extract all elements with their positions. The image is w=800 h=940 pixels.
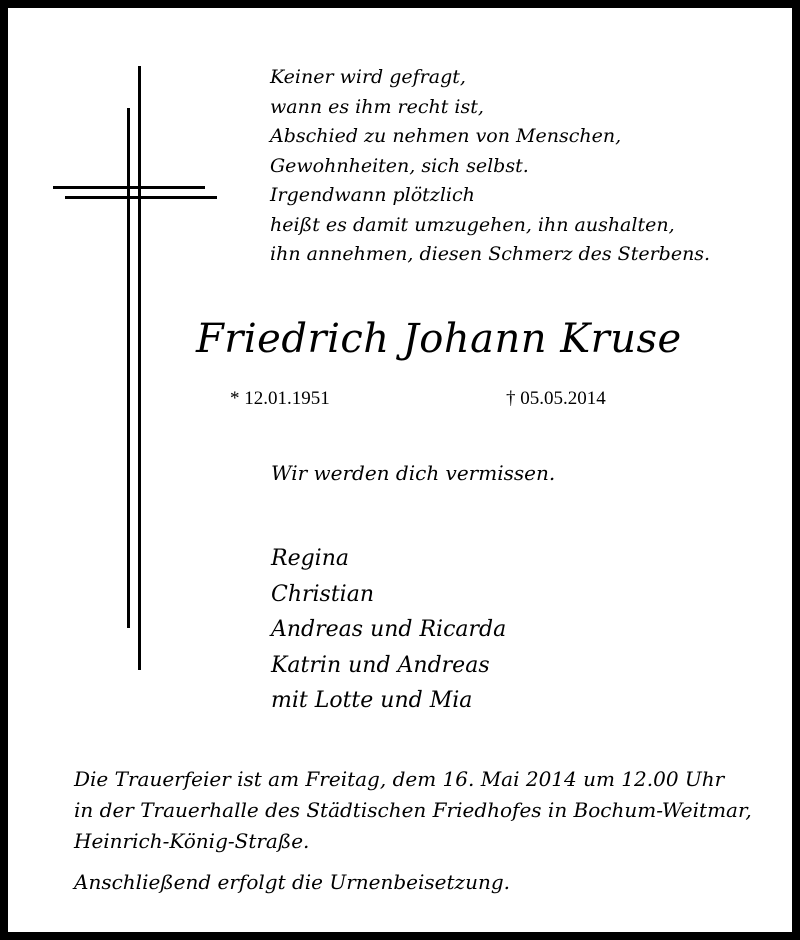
farewell-message: Wir werden dich vermissen.	[271, 461, 556, 485]
funeral-service-info	[74, 764, 752, 857]
service-line: Die Trauerfeier ist am Freitag, dem 16. Mai 2014 um 12.00 Uhr	[74, 767, 725, 791]
mourner-name: Andreas und Ricarda	[271, 617, 507, 642]
mourners-list	[271, 541, 506, 719]
death-date: † 05.05.2014	[506, 388, 606, 409]
deceased-name: Friedrich Johann Kruse	[196, 316, 682, 362]
poem-line: wann es ihm recht ist,	[270, 95, 484, 118]
mourner-name: Katrin und Andreas	[271, 652, 490, 678]
burial-note: Anschließend erfolgt die Urnenbeisetzung.	[74, 870, 511, 894]
poem-line: heißt es damit umzugehen, ihn aushalten,	[270, 213, 675, 236]
poem-line: Abschied zu nehmen von Menschen,	[270, 125, 622, 147]
cross-horizontal-bar-back	[65, 196, 217, 199]
mourner-name: mit Lotte und Mia	[271, 688, 473, 713]
cross-horizontal-bar-front	[53, 186, 205, 189]
poem-line: ihn annehmen, diesen Schmerz des Sterbens.	[270, 243, 711, 265]
birth-date: * 12.01.1951	[230, 388, 330, 409]
poem-line: Gewohnheiten, sich selbst.	[270, 154, 529, 177]
cross-vertical-bar-front	[138, 66, 141, 670]
mourner-name: Regina	[271, 546, 349, 571]
poem	[270, 63, 710, 270]
service-line: in der Trauerhalle des Städtischen Friedhofes in Bochum-Weitmar,	[74, 798, 752, 822]
mourner-name: Christian	[271, 581, 375, 607]
service-line: Heinrich-König-Straße.	[74, 829, 310, 853]
poem-line: Irgendwann plötzlich	[270, 184, 475, 206]
poem-line: Keiner wird gefragt,	[270, 66, 466, 88]
